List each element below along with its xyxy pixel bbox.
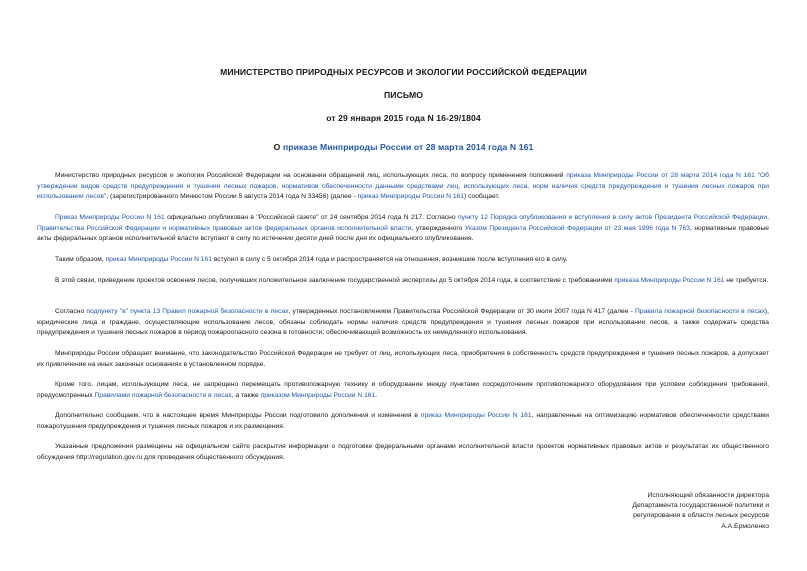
paragraph-text: Минприроды России обращает внимание, что законодательство Российской Федерации не требует от лиц, использующих леса, приобретения в собственность средств предупреждения и тушения лесных пожаров, а допускает их привлечение на иных законных основаниях в установленном порядке. [37,350,769,368]
paragraph-text: . [375,391,378,399]
signature-name: А.А.Ермоленко [721,522,769,530]
paragraph-5 [37,307,769,339]
paragraph-text: , (зарегистрированного Минюстом России 5 августа 2014 года N 33456) (далее - [106,193,358,201]
paragraph-6 [37,349,769,370]
paragraph-text: ), юридические лица и граждане, осуществляющие использование лесов, обязаны соблюдать нормы наличия средств предупреждения и тушения лесных пожаров при использовании лесов, а также содержать средства предупреждения и тушения лесных пожаров в период пожароопасного сезона в готовности, обеспечивающей возможность их немедленного использования. [37,308,770,337]
paragraph-text: официально опубликован в "Российской газете" от 24 сентября 2014 года N 217. Согласно [164,214,458,221]
paragraph-3 [37,255,769,266]
paragraph-text: Министерство природных ресурсов и экологии Российской Федерации на основании обращений лиц, использующих леса, по вопросу применения положений [55,172,567,179]
signature-line: Департамента государственной политики и [632,502,769,510]
order-161-short-link[interactable]: приказ Минприроды России N 161 [357,193,464,201]
paragraph-text: вступил в силу с 5 октября 2014 года и распространяется на отношения, возникшие после вступления его в силу. [211,256,568,263]
paragraph-text: ) сообщает. [463,193,500,201]
paragraph-text: , утвержденных постановлением Правительства Российской Федерации от 30 июля 2007 года N 417 (далее - [288,308,635,315]
paragraph-7 [37,380,769,401]
paragraph-text: , направленные на оптимизацию нормативов обеспеченности средствами пожаротушения предупреждения и тушения лесных пожаров и их размещения. [37,412,770,430]
paragraph-text: В этой связи, приведение проектов освоения лесов, получивших положительное заключение государственной экспертизы до 5 октября 2014 года, в соответствие с требованиями [55,277,615,284]
document-type-heading: ПИСЬМО [384,90,423,100]
paragraph-text: Указанные предложения размещены на официальном сайте раскрытия информации о подготовке федеральными органами исполнительной власти проектов нормативных правовых актов и результатах их общественного обсуждения http://regulation.gov.ru для проведения общественного обсуждения. [37,443,769,461]
subject-link[interactable]: приказе Минприроды России от 28 марта 2014 года N 161 [282,142,534,152]
fire-safety-rules-link[interactable]: Правилами пожарной безопасности в лесах [94,391,232,399]
paragraph-text: , утвержденного [411,224,465,232]
publication-procedure-link[interactable]: пункту 12 Порядка опубликования и вступления в силу актов Президента Российской Федерации, Правительства Российской Федерации и нормативных правовых актов федеральных органов исполнительной власти [37,214,770,232]
paragraph-9 [37,442,769,463]
order-161-short-link[interactable]: Приказ Минприроды России N 161 [55,214,165,221]
signature-line: Исполняющий обязанности директора [647,492,769,499]
signature-block [632,491,769,532]
paragraph-2 [37,213,769,245]
subject-prefix: О [273,142,283,152]
presidential-decree-link[interactable]: Указом Президента Российской Федерации от 23 мая 1996 года N 763 [464,224,690,232]
order-161-short-link[interactable]: приказ Минприроды России N 161 [105,256,212,263]
subject-heading [0,142,807,152]
paragraph-text: Согласно [55,308,87,315]
fire-safety-rules-subpoint-link[interactable]: подпункту "в" пункта 13 Правил пожарной безопасности в лесах [86,308,289,315]
order-161-short-link[interactable]: приказа Минприроды России N 161 [614,277,725,284]
order-161-short-link[interactable]: приказом Минприроды России N 161 [260,391,376,399]
order-161-short-link[interactable]: приказ Минприроды России N 161 [420,412,532,419]
paragraph-text: Дополнительно сообщаем, что в настоящее время Минприроды России подготовило дополнения и изменения в [55,412,421,419]
paragraph-text: Кроме того, лицам, использующим леса, не запрещено перемещать противопожарную технику и оборудование между пунктами сосредоточения противопожарного оборудования при условии соблюдения требований, предусмотренных [37,381,769,399]
paragraph-text: , а также [231,391,261,399]
paragraph-text: Таким образом, [55,256,106,263]
order-161-link[interactable]: приказа Минприроды России от 28 марта 2014 года N 161 "Об утверждении видов средств предупреждения и тушения лесных пожаров, нормативов обеспеченности данными средствами лиц, использующих леса, норм наличия средств предупреждения и тушения лесных пожаров при использовании лесов" [37,172,769,201]
ministry-heading: МИНИСТЕРСТВО ПРИРОДНЫХ РЕСУРСОВ И ЭКОЛОГИИ РОССИЙСКОЙ ФЕДЕРАЦИИ [220,67,587,77]
fire-safety-rules-link[interactable]: Правила пожарной безопасности в лесах [634,308,765,315]
date-number-heading: от 29 января 2015 года N 16-29/1804 [326,113,481,123]
paragraph-text: , нормативные правовые акты федеральных органов исполнительной власти вступают в силу по истечении десяти дней после дня их официального опубликования. [37,224,770,243]
paragraph-text: не требуется. [724,277,769,284]
paragraph-4 [37,276,769,287]
paragraph-8 [37,411,769,432]
signature-line: регулирования в области лесных ресурсов [633,512,769,520]
paragraph-1 [37,171,769,203]
